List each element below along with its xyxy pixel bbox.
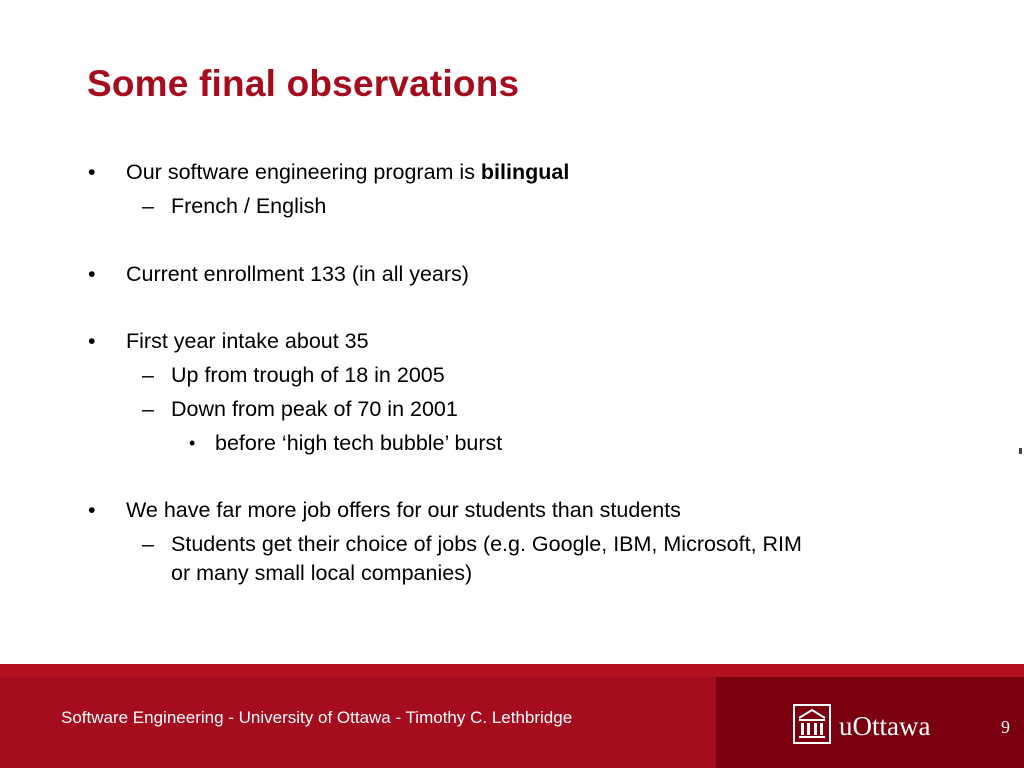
dash-marker: – (142, 194, 154, 218)
sub-bullet-text: Students get their choice of jobs (e.g. Google, IBM, Microsoft, RIM (171, 532, 802, 556)
bullet-job-offers (88, 496, 681, 524)
bullet-bilingual (88, 158, 570, 186)
footer-top-band (0, 664, 1024, 677)
sub-bullet-jobs-choice-continued (171, 559, 472, 587)
bullet-text: Current enrollment 133 (in all years) (126, 262, 469, 286)
university-building-icon (793, 704, 831, 744)
slide-title: Some final observations (87, 63, 520, 104)
dash-marker: – (142, 397, 154, 421)
dash-marker: – (142, 363, 154, 387)
sub-sub-bullet-text: before ‘high tech bubble’ burst (215, 431, 503, 455)
bullet-marker: • (88, 160, 96, 184)
sub-bullet-text: or many small local companies) (171, 561, 473, 585)
bullet-bold-text: bilingual (480, 160, 570, 184)
sub-bullet-text: French / English (171, 194, 327, 218)
bullet-marker: • (88, 498, 96, 522)
sub-bullet-text: Up from trough of 18 in 2005 (171, 363, 445, 387)
bullet-text: We have far more job offers for our students than students (126, 498, 681, 522)
stray-mark (1019, 448, 1022, 454)
bullet-enrollment (88, 260, 469, 288)
sub-bullet-text: Down from peak of 70 in 2001 (171, 397, 458, 421)
footer-bar (0, 664, 1024, 768)
bullet-marker: • (88, 262, 96, 286)
dash-marker: – (142, 532, 154, 556)
sub-bullet-jobs-choice (142, 530, 802, 558)
sub-bullet-peak (142, 395, 458, 423)
sub-bullet-trough (142, 361, 445, 389)
bullet-marker: • (189, 433, 196, 453)
page-number: 9 (1001, 717, 1010, 737)
bullet-marker: • (88, 329, 96, 353)
uottawa-logo-text: uOttawa (839, 711, 931, 741)
sub-sub-bullet-bubble (189, 429, 503, 457)
bullet-text: First year intake about 35 (126, 329, 369, 353)
footer-credit: Software Engineering - University of Ottawa - Timothy C. Lethbridge (61, 708, 573, 727)
bullet-intake (88, 327, 369, 355)
bullet-text: Our software engineering program is (126, 160, 481, 184)
sub-bullet-languages (142, 192, 327, 220)
